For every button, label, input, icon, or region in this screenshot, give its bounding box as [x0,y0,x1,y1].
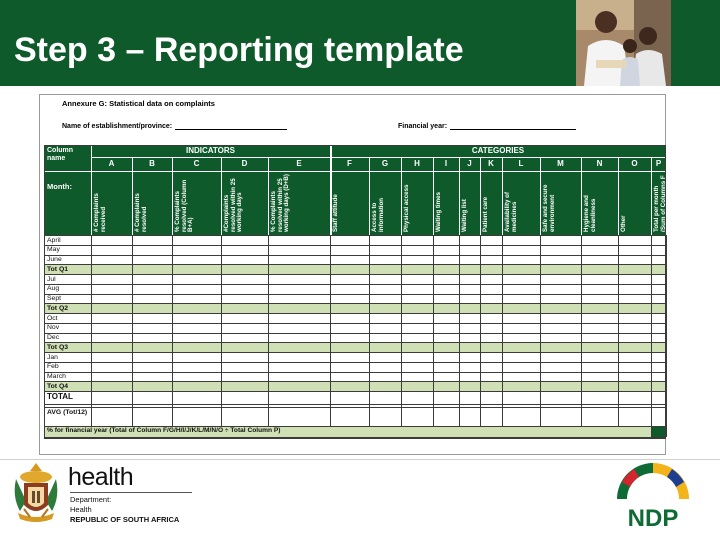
row-label: March [47,373,66,380]
column-description-c: % Complaints resolved (Column B+A) [174,179,194,232]
categories-label: CATEGORIES [471,146,525,155]
column-letter-o: O [631,159,638,168]
ndp-year: 2030 [641,496,665,507]
column-description-g: Access to information [371,197,385,232]
column-letter-b: B [149,159,155,168]
row-label: AVG (Tot/12) [47,408,88,416]
column-description-e: % Complaints resolved within 25 working days (D+B) [270,174,290,232]
row-label: Dec [47,334,60,341]
row-label: TOTAL [47,391,73,401]
column-description-o: Other [620,215,627,232]
column-description-h: Physical access [403,184,410,232]
indicators-label: INDICATORS [185,146,236,155]
column-description-a: # Complaints received [93,193,107,232]
column-description-d: #Complaints resolved within 25 working days [223,178,243,232]
column-description-k: Patient care [482,196,489,232]
row-label: April [47,236,61,244]
health-label: Health [70,505,92,514]
ndp-2030-logo [614,460,692,530]
row-label: Tot Q3 [47,343,69,351]
column-letter-h: H [414,159,420,168]
column-letter-a: A [108,159,115,168]
month-label: Month: [47,182,72,191]
coat-of-arms-logo [10,461,62,529]
column-description-b: # Complaints resolved [134,193,148,232]
establishment-field [62,122,287,130]
column-description-j: Waiting list [461,199,468,232]
financial-year-blank [450,122,576,130]
column-letter-j: J [467,159,472,168]
header-photo [576,0,671,86]
health-rule [70,492,192,493]
column-description-p: Total per month (Sum of Columns F to O) [653,175,673,232]
column-description-f: Staff attitude [332,194,339,232]
column-letter-d: D [241,159,248,168]
column-letter-n: N [596,159,603,168]
column-letter-f: F [347,159,352,168]
column-letter-k: K [488,159,494,168]
ndp-wordmark: NDP [627,505,679,532]
row-label: Nov [47,324,60,332]
column-letter-m: M [557,159,564,168]
financial-year-label: Financial year: [398,123,448,130]
annexure-document [39,94,673,455]
financial-year-percent-label: % for financial year (Total of Column F/G/H/I/J/K/L/M/N/O ÷ Total Column P) [47,427,281,434]
row-label: Jan [47,353,58,361]
row-label: Tot Q1 [47,265,69,273]
department-label: Department: [70,495,112,504]
row-label: Feb [47,363,59,371]
column-description-m: Safe and secure environment [542,184,556,232]
annexure-title: Annexure G: Statistical data on complaints [62,99,215,108]
column-name-label: Column name [47,147,74,162]
row-label: Jul [47,275,56,283]
column-letter-p: P [655,159,662,168]
establishment-label: Name of establishment/province: [62,123,173,130]
column-divider [666,235,667,426]
footer-divider [0,459,720,460]
establishment-blank [175,122,287,130]
slide-title: Step 3 – Reporting template [14,31,464,69]
column-letter-g: G [381,159,389,168]
row-label: Oct [47,314,58,322]
row-label: Tot Q2 [47,304,69,312]
financial-year-field [398,122,576,130]
row-label: Aug [47,285,60,293]
column-letter-l: L [518,159,524,168]
health-wordmark: health [68,463,134,491]
row-label: Tot Q4 [47,382,69,390]
column-description-n: Hygiene and cleanliness [583,195,597,232]
country-label: REPUBLIC OF SOUTH AFRICA [70,515,180,524]
table-border [44,145,666,439]
row-label: May [47,246,60,254]
row-label: June [47,256,62,263]
column-divider [666,426,667,437]
row-label: Sept [47,295,61,302]
column-description-i: Waiting times [435,192,442,232]
column-letter-c: C [193,159,200,168]
column-letter-i: I [444,159,448,168]
column-letter-e: E [296,159,302,168]
column-description-l: Availability of medicines [504,192,518,232]
